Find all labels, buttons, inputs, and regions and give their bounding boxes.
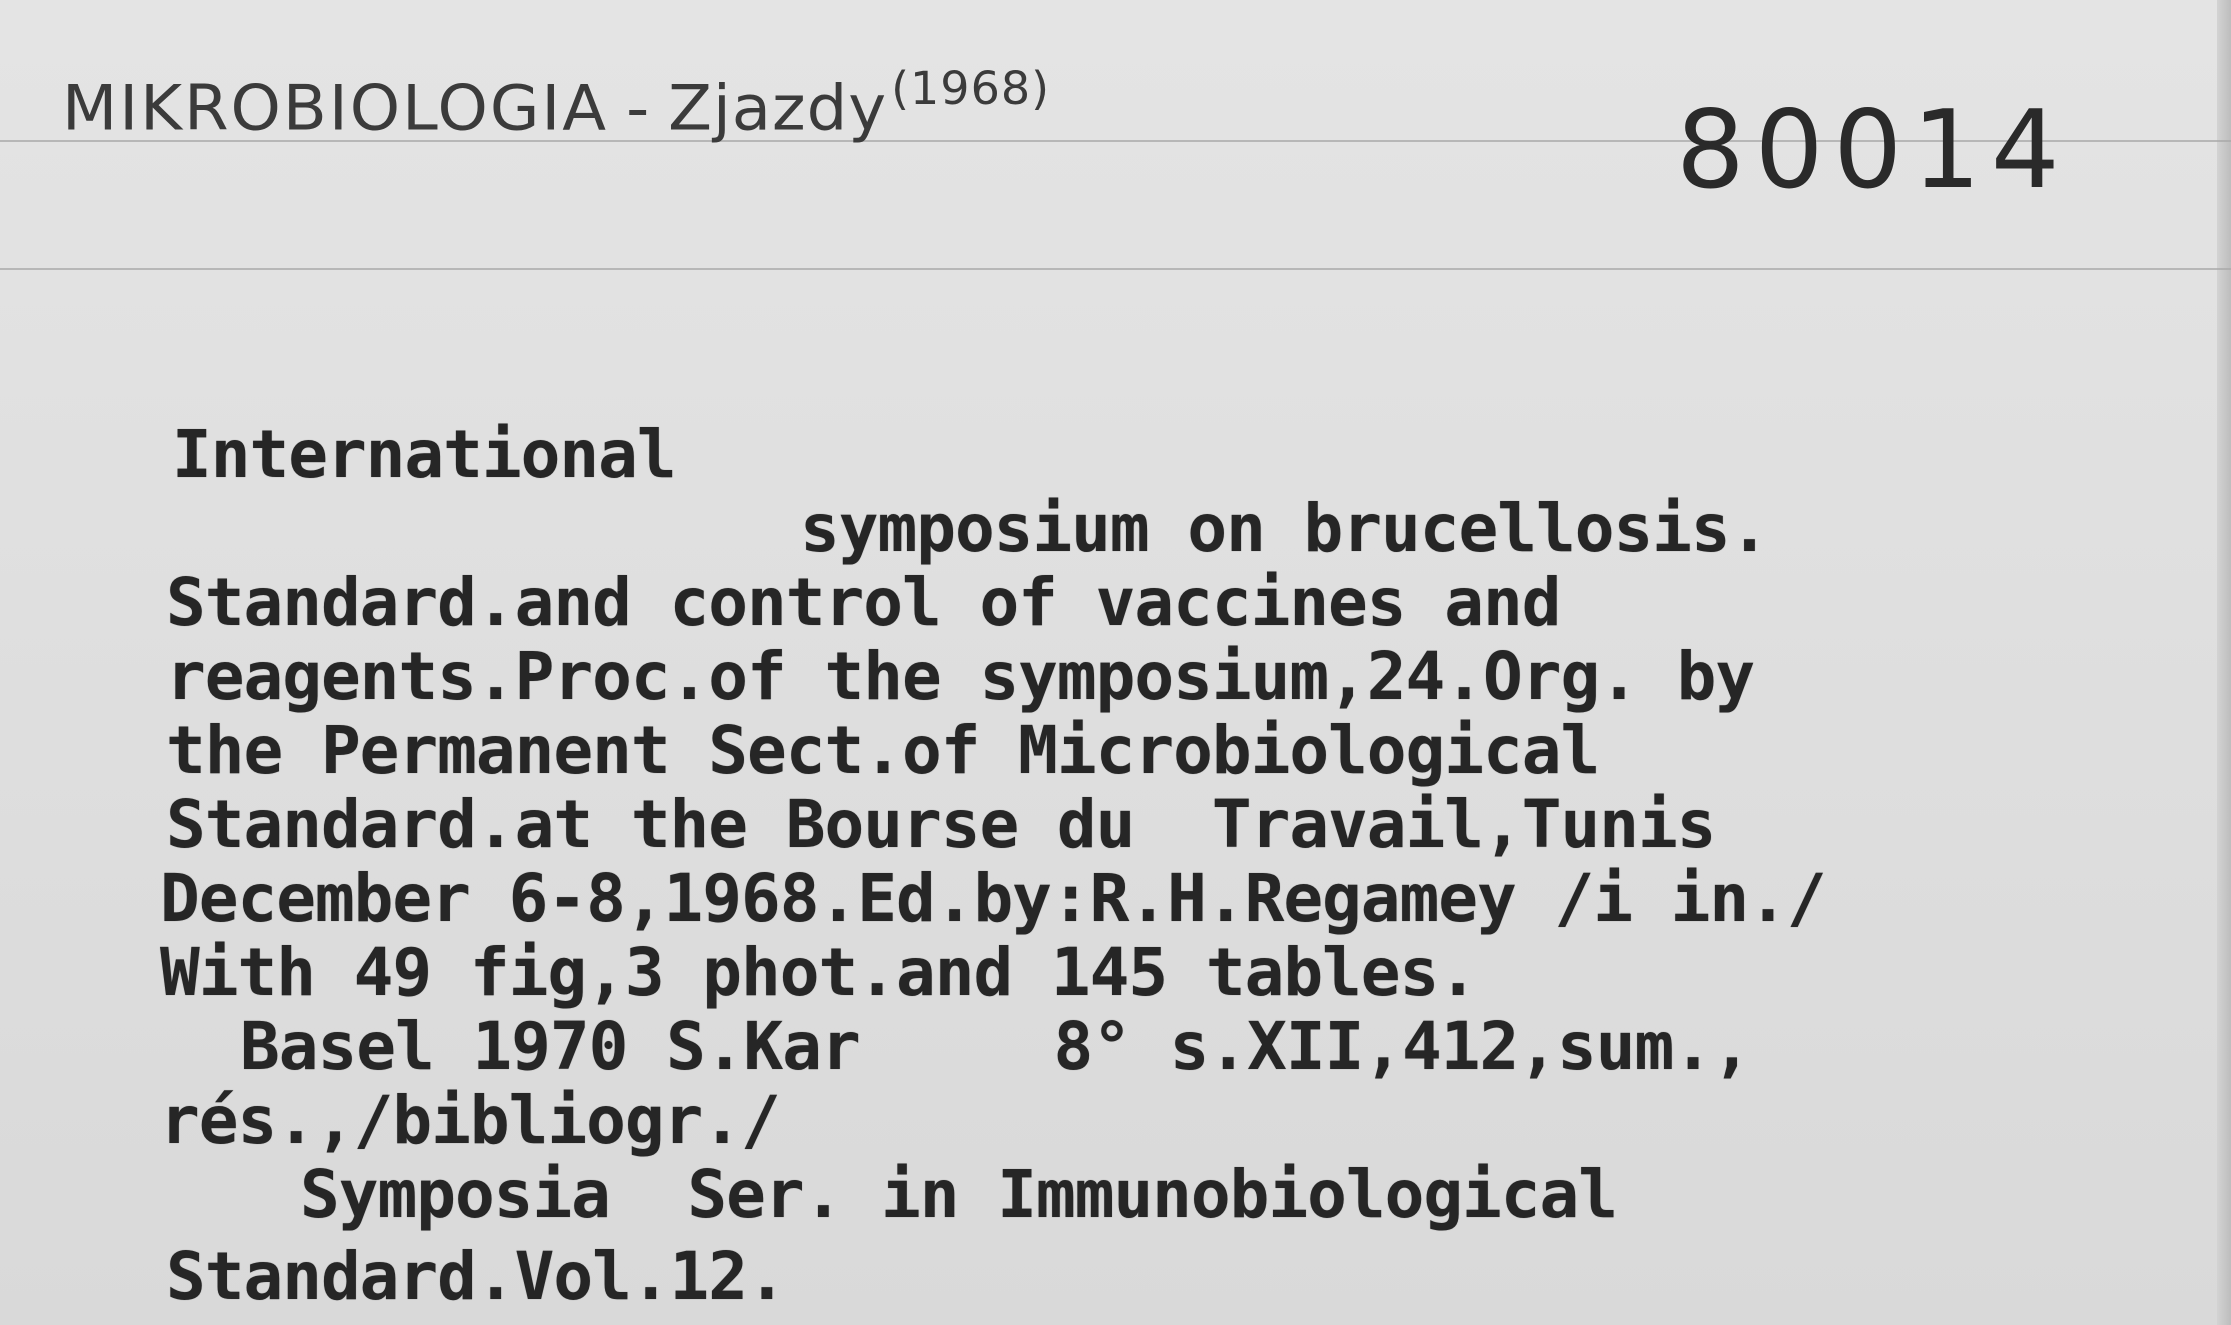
subject-heading-year: (1968): [891, 61, 1051, 115]
subject-heading-sub: Zjazdy: [668, 72, 888, 146]
entry-line-2: symposium on brucellosis.: [800, 490, 1769, 567]
call-number: 80014: [1676, 88, 2070, 213]
entry-line-8: With 49 fig,3 phot.and 145 tables.: [160, 934, 1478, 1011]
subject-heading-dash: -: [626, 72, 651, 146]
entry-line-10: rés.,/bibliogr./: [160, 1082, 780, 1159]
entry-line-5: the Permanent Sect.of Microbiological: [166, 712, 1600, 789]
entry-line-12: Standard.Vol.12.: [166, 1238, 786, 1315]
entry-line-9: Basel 1970 S.Kar 8° s.XII,412,sum.,: [240, 1008, 1751, 1085]
entry-line-1: International: [172, 416, 676, 493]
ruled-line: [0, 268, 2231, 270]
subject-heading-main: MIKROBIOLOGIA: [62, 72, 609, 146]
entry-line-7: December 6-8,1968.Ed.by:R.H.Regamey /i in./: [160, 860, 1826, 937]
entry-line-4: reagents.Proc.of the symposium,24.Org. by: [166, 638, 1755, 715]
card-edge: [2217, 0, 2231, 1325]
entry-line-3: Standard.and control of vaccines and: [166, 564, 1561, 641]
subject-heading: [62, 61, 1051, 146]
entry-line-11: Symposia Ser. in Immunobiological: [300, 1156, 1618, 1233]
entry-line-6: Standard.at the Bourse du Travail,Tunis: [166, 786, 1716, 863]
